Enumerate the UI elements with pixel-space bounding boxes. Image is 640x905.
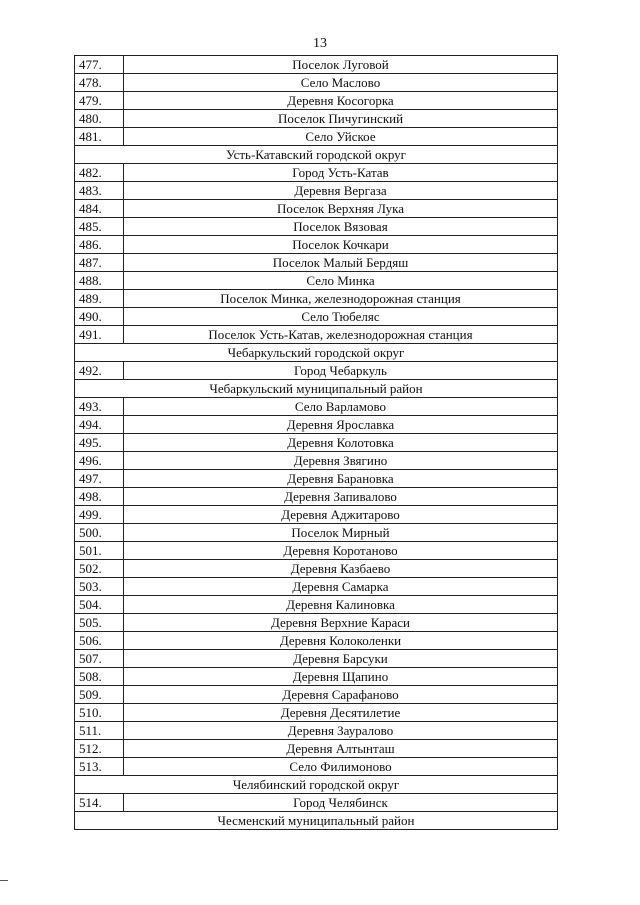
settlements-table-body [75,56,558,830]
table-row [75,686,558,704]
table-row [75,668,558,686]
section-title: Чесменский муниципальный район [75,812,558,830]
row-number: 507. [75,650,124,668]
settlement-name: Деревня Вергаза [124,182,558,200]
table-row [75,416,558,434]
table-row [75,470,558,488]
settlement-name: Деревня Колоколенки [124,632,558,650]
table-row [75,452,558,470]
table-row [75,596,558,614]
row-number: 493. [75,398,124,416]
row-number: 513. [75,758,124,776]
table-row [75,488,558,506]
table-row [75,272,558,290]
settlement-name: Деревня Колотовка [124,434,558,452]
row-number: 506. [75,632,124,650]
scan-edge-mark [0,880,8,881]
settlement-name: Деревня Алтынташ [124,740,558,758]
table-row [75,200,558,218]
table-row [75,326,558,344]
settlement-name: Город Усть-Катав [124,164,558,182]
settlement-name: Деревня Сарафаново [124,686,558,704]
row-number: 487. [75,254,124,272]
table-row [75,740,558,758]
row-number: 503. [75,578,124,596]
section-title: Челябинский городской округ [75,776,558,794]
settlement-name: Деревня Щапино [124,668,558,686]
row-number: 486. [75,236,124,254]
section-title: Усть-Катавский городской округ [75,146,558,164]
settlement-name: Поселок Пичугинский [124,110,558,128]
table-row [75,74,558,92]
settlement-name: Поселок Малый Бердяш [124,254,558,272]
section-row [75,776,558,794]
section-row [75,812,558,830]
row-number: 477. [75,56,124,74]
page-number: 13 [313,36,327,51]
row-number: 497. [75,470,124,488]
settlement-name: Город Чебаркуль [124,362,558,380]
table-row [75,434,558,452]
section-title: Чебаркульский городской округ [75,344,558,362]
settlement-name: Деревня Десятилетие [124,704,558,722]
settlement-name: Деревня Звягино [124,452,558,470]
settlement-name: Поселок Кочкари [124,236,558,254]
row-number: 478. [75,74,124,92]
settlement-name: Село Уйское [124,128,558,146]
row-number: 500. [75,524,124,542]
row-number: 510. [75,704,124,722]
table-row [75,722,558,740]
section-row [75,380,558,398]
row-number: 511. [75,722,124,740]
row-number: 502. [75,560,124,578]
table-row [75,794,558,812]
settlement-name: Деревня Барсуки [124,650,558,668]
row-number: 482. [75,164,124,182]
table-row [75,182,558,200]
settlement-name: Деревня Аджитарово [124,506,558,524]
row-number: 488. [75,272,124,290]
settlement-name: Деревня Казбаево [124,560,558,578]
settlement-name: Деревня Зауралово [124,722,558,740]
table-row [75,236,558,254]
row-number: 481. [75,128,124,146]
table-row [75,218,558,236]
table-row [75,542,558,560]
row-number: 483. [75,182,124,200]
row-number: 512. [75,740,124,758]
table-row [75,560,558,578]
row-number: 504. [75,596,124,614]
table-row [75,362,558,380]
table-row [75,704,558,722]
row-number: 508. [75,668,124,686]
settlement-name: Город Челябинск [124,794,558,812]
settlement-name: Деревня Коротаново [124,542,558,560]
row-number: 494. [75,416,124,434]
settlement-name: Село Варламово [124,398,558,416]
row-number: 492. [75,362,124,380]
table-row [75,110,558,128]
row-number: 514. [75,794,124,812]
settlement-name: Село Минка [124,272,558,290]
table-row [75,128,558,146]
table-row [75,56,558,74]
table-row [75,398,558,416]
row-number: 479. [75,92,124,110]
table-row [75,308,558,326]
settlement-name: Деревня Самарка [124,578,558,596]
settlement-name: Село Маслово [124,74,558,92]
settlement-name: Деревня Косогорка [124,92,558,110]
table-row [75,92,558,110]
row-number: 490. [75,308,124,326]
row-number: 480. [75,110,124,128]
settlement-name: Деревня Запивалово [124,488,558,506]
table-row [75,290,558,308]
settlement-name: Поселок Луговой [124,56,558,74]
row-number: 499. [75,506,124,524]
row-number: 501. [75,542,124,560]
settlement-name: Поселок Верхняя Лука [124,200,558,218]
row-number: 498. [75,488,124,506]
settlement-name: Поселок Вязовая [124,218,558,236]
section-title: Чебаркульский муниципальный район [75,380,558,398]
settlement-name: Деревня Калиновка [124,596,558,614]
settlement-name: Деревня Ярославка [124,416,558,434]
settlement-name: Поселок Мирный [124,524,558,542]
row-number: 509. [75,686,124,704]
row-number: 496. [75,452,124,470]
settlement-name: Деревня Верхние Караси [124,614,558,632]
settlement-name: Село Тюбеляс [124,308,558,326]
table-row [75,164,558,182]
table-row [75,524,558,542]
section-row [75,344,558,362]
table-row [75,506,558,524]
table-row [75,632,558,650]
table-row [75,758,558,776]
table-row [75,254,558,272]
row-number: 489. [75,290,124,308]
section-row [75,146,558,164]
row-number: 484. [75,200,124,218]
row-number: 495. [75,434,124,452]
row-number: 505. [75,614,124,632]
row-number: 491. [75,326,124,344]
table-row [75,614,558,632]
settlement-name: Поселок Минка, железнодорожная станция [124,290,558,308]
table-row [75,650,558,668]
settlements-table [74,55,558,830]
row-number: 485. [75,218,124,236]
settlement-name: Деревня Барановка [124,470,558,488]
settlement-name: Село Филимоново [124,758,558,776]
table-row [75,578,558,596]
settlement-name: Поселок Усть-Катав, железнодорожная станция [124,326,558,344]
